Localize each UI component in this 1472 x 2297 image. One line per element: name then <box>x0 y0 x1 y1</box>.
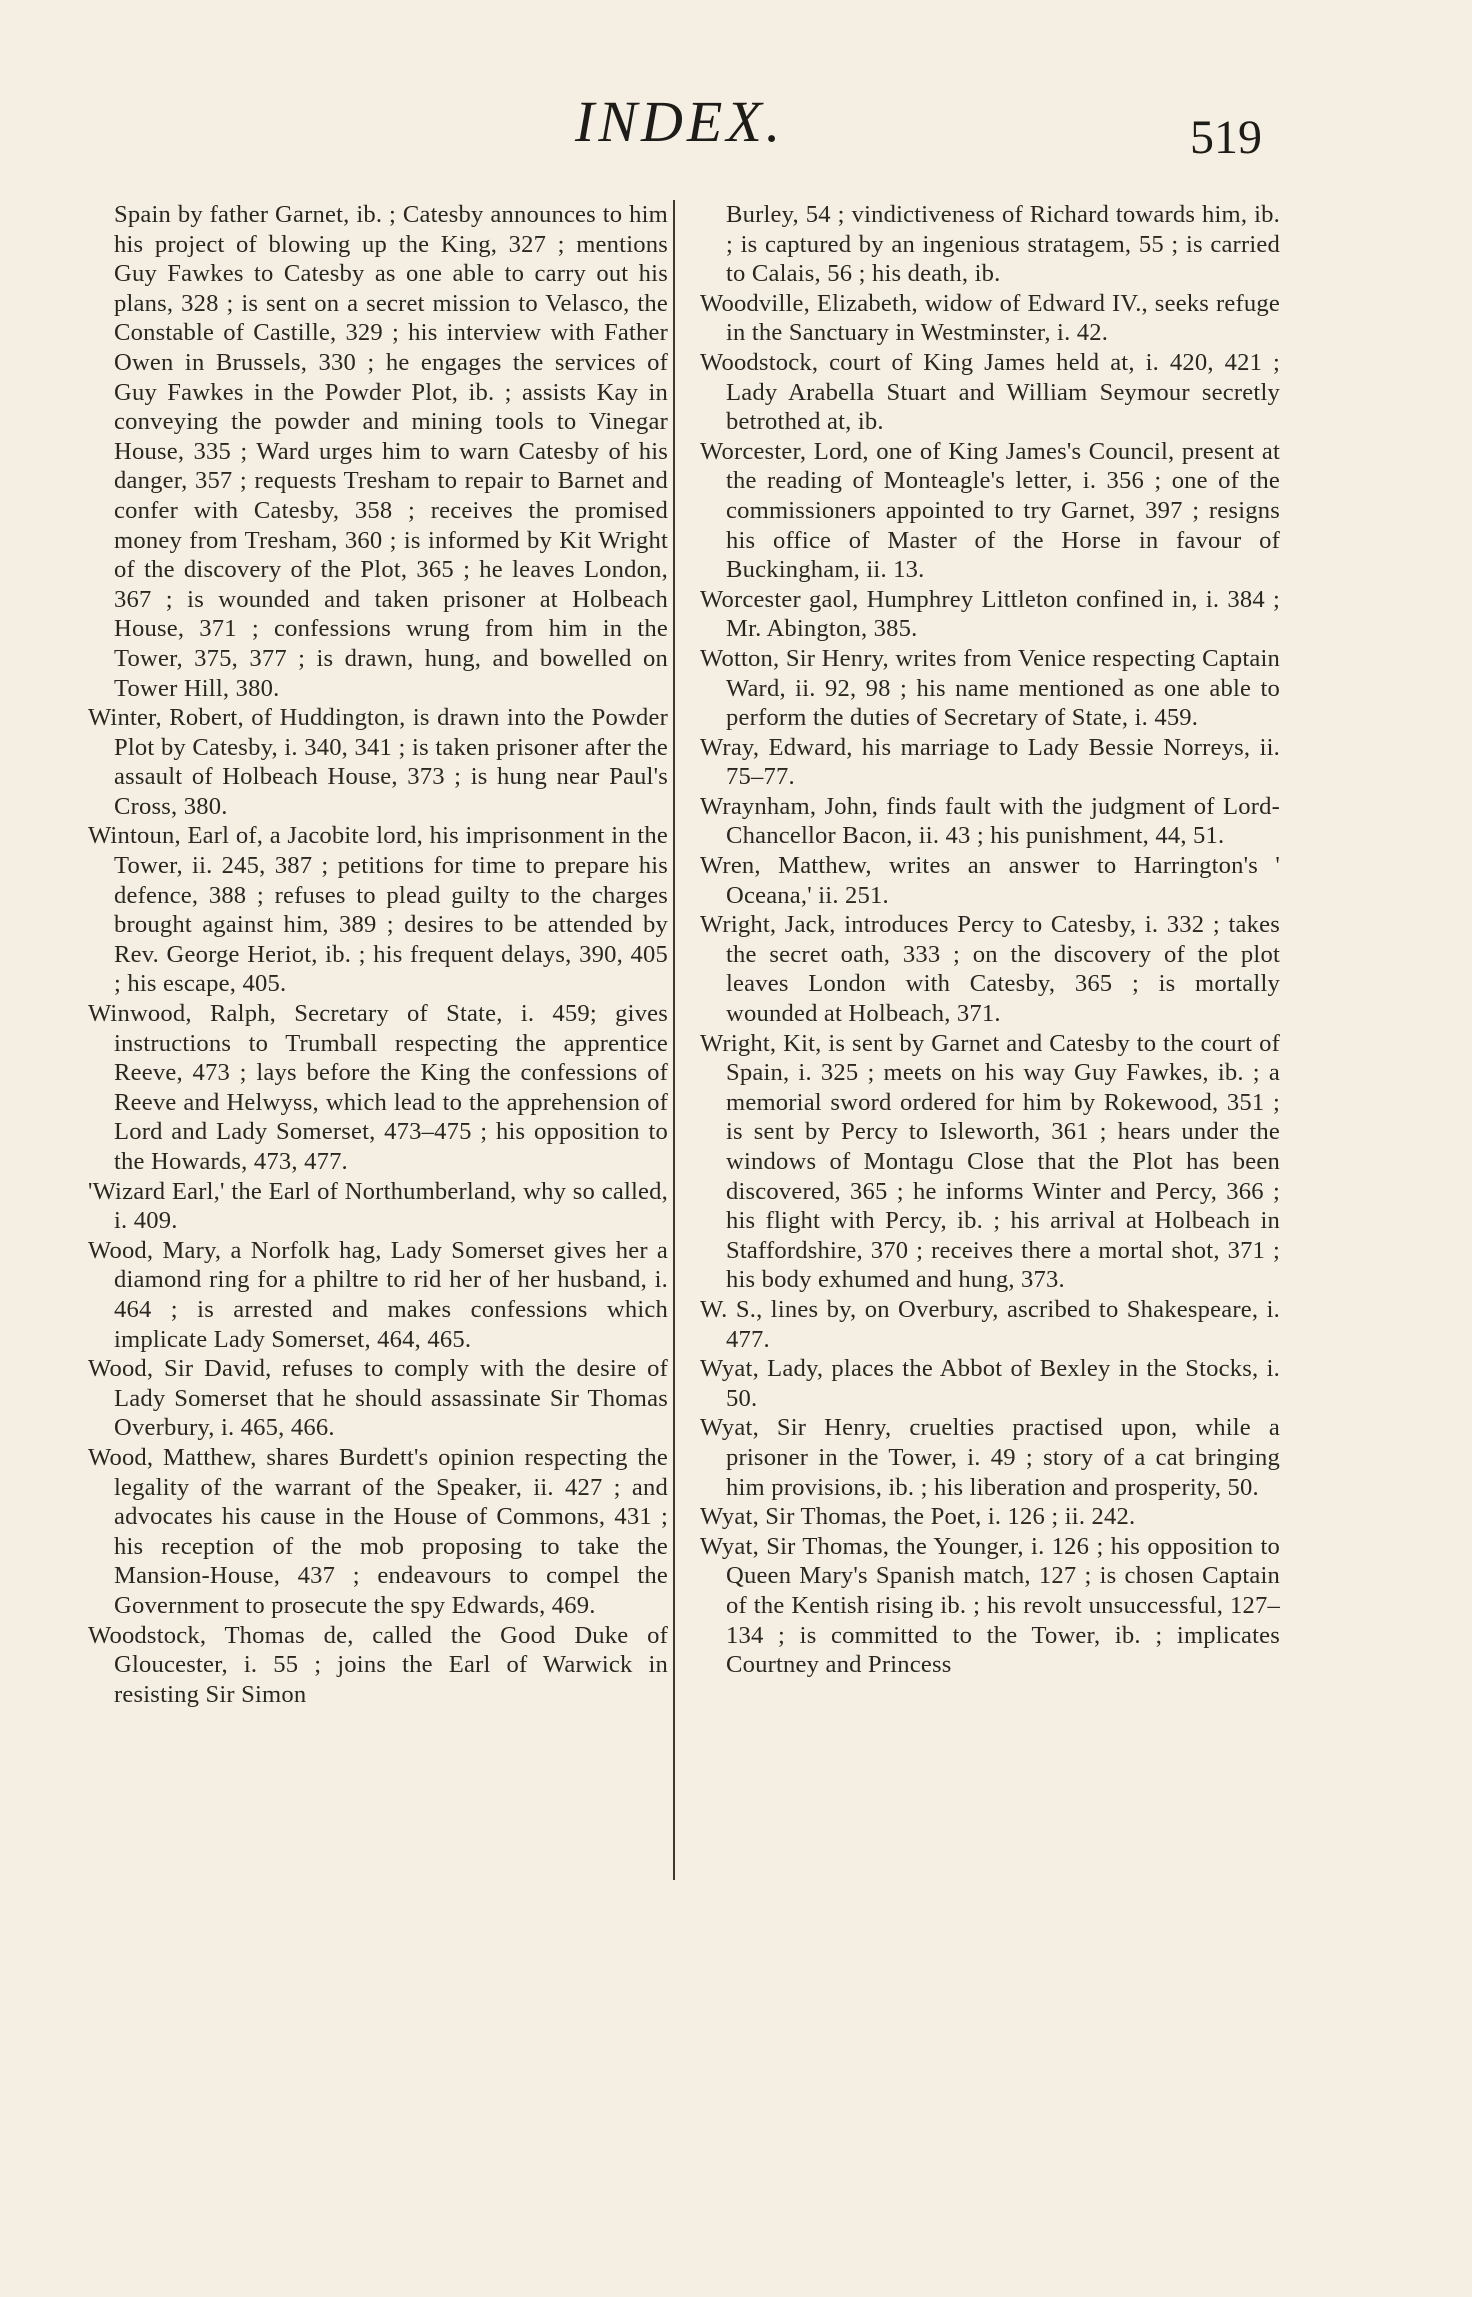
index-entry: Wood, Sir David, refuses to comply with the desire of Lady Somerset that he should assassinate Sir Thomas Overbury, i. 465, 466. <box>88 1355 668 1442</box>
index-entry: Winter, Robert, of Huddington, is drawn into the Powder Plot by Catesby, i. 340, 341 ; is taken prisoner after the assault of Holbeach House, 373 ; is hung near Paul's Cross, 380. <box>88 704 668 820</box>
left-column <box>88 200 668 1709</box>
index-entry: W. S., lines by, on Overbury, ascribed to Shakespeare, i. 477. <box>700 1295 1280 1353</box>
index-entry: Spain by father Garnet, ib. ; Catesby announces to him his project of blowing up the King, 327 ; mentions Guy Fawkes to Catesby as one able to carry out his plans, 328 ; is sent on a secret mission to Velasco, the Constable of Castille, 329 ; his interview with Father Owen in Brussels, 330 ; he engages the services of Guy Fawkes in the Powder Plot, ib. ; assists Kay in conveying the powder and mining tools to Vinegar House, 335 ; Ward urges him to warn Catesby of his danger, 357 ; requests Tresham to repair to Barnet and confer with Catesby, 358 ; receives the promised money from Tresham, 360 ; is informed by Kit Wright of the discovery of the Plot, 365 ; he leaves London, 367 ; is wounded and taken prisoner at Holbeach House, 371 ; confessions wrung from him in the Tower, 375, 377 ; is drawn, hung, and bowelled on Tower Hill, 380. <box>114 201 668 702</box>
index-entry: Wyat, Sir Henry, cruelties practised upon, while a prisoner in the Tower, i. 49 ; story of a cat bringing him provisions, ib. ; his liberation and prosperity, 50. <box>700 1414 1280 1501</box>
column-divider <box>673 200 675 1880</box>
index-entry: Wren, Matthew, writes an answer to Harrington's ' Oceana,' ii. 251. <box>700 852 1280 909</box>
index-entry: Worcester, Lord, one of King James's Council, present at the reading of Monteagle's letter, i. 356 ; one of the commissioners appointed to try Garnet, 397 ; resigns his office of Master of the Horse in favour of Buckingham, ii. 13. <box>700 437 1280 584</box>
index-entry: Wray, Edward, his marriage to Lady Bessie Norreys, ii. 75–77. <box>700 733 1280 791</box>
index-entry: Wintoun, Earl of, a Jacobite lord, his imprisonment in the Tower, ii. 245, 387 ; petitions for time to prepare his defence, 388 ; refuses to plead guilty to the charges brought against him, 389 ; desires to be attended by Rev. George Heriot, ib. ; his frequent delays, 390, 405 ; his escape, 405. <box>88 822 668 998</box>
index-entry: Wood, Mary, a Norfolk hag, Lady Somerset gives her a diamond ring for a philtre to rid her of her husband, i. 464 ; is arrested and makes confessions which implicate Lady Somerset, 464, 465. <box>88 1236 668 1353</box>
page-title: INDEX. <box>575 89 785 154</box>
index-entry: Woodstock, court of King James held at, i. 420, 421 ; Lady Arabella Stuart and William Seymour secretly betrothed at, ib. <box>700 348 1280 436</box>
index-entry: Wyat, Sir Thomas, the Poet, i. 126 ; ii. 242. <box>700 1503 1136 1531</box>
index-entry: Wood, Matthew, shares Burdett's opinion respecting the legality of the warrant of the Speaker, ii. 427 ; and advocates his cause in the House of Commons, 431 ; his reception of the mob proposing to take the Mansion-House, 437 ; endeavours to compel the Government to prosecute the spy Edwards, 469. <box>88 1443 668 1619</box>
index-entry: Worcester gaol, Humphrey Littleton confined in, i. 384 ; Mr. Abington, 385. <box>700 585 1280 643</box>
index-entry: Wright, Kit, is sent by Garnet and Catesby to the court of Spain, i. 325 ; meets on his way Guy Fawkes, ib. ; a memorial sword ordered for him by Rokewood, 351 ; is sent by Percy to Isleworth, 361 ; hears under the windows of Montagu Close that the Plot has been discovered, 365 ; he informs Winter and Percy, 366 ; his flight with Percy, ib. ; his arrival at Holbeach in Staffordshire, 370 ; receives there a mortal shot, 371 ; his body exhumed and hung, 373. <box>700 1029 1280 1294</box>
index-entry: 'Wizard Earl,' the Earl of Northumberland, why so called, i. 409. <box>88 1177 668 1235</box>
page-number: 519 <box>1190 111 1262 164</box>
index-entry: Wyat, Lady, places the Abbot of Bexley in the Stocks, i. 50. <box>700 1355 1280 1412</box>
index-entry: Wright, Jack, introduces Percy to Catesby, i. 332 ; takes the secret oath, 333 ; on the discovery of the plot leaves London with Catesby, 365 ; is mortally wounded at Holbeach, 371. <box>700 911 1280 1028</box>
index-entry: Winwood, Ralph, Secretary of State, i. 459; gives instructions to Trumball respecting the apprentice Reeve, 473 ; lays before the King the confessions of Reeve and Helwyss, which lead to the apprehension of Lord and Lady Somerset, 473–475 ; his opposition to the Howards, 473, 477. <box>88 1000 668 1175</box>
index-entry: Woodstock, Thomas de, called the Good Duke of Gloucester, i. 55 ; joins the Earl of Warwick in resisting Sir Simon <box>88 1621 668 1708</box>
index-entry: Wyat, Sir Thomas, the Younger, i. 126 ; his opposition to Queen Mary's Spanish match, 127 ; is chosen Captain of the Kentish rising ib. ; his revolt unsuccessful, 127–134 ; is committed to the Tower, ib. ; implicates Courtney and Princess <box>700 1532 1280 1679</box>
index-entry: Woodville, Elizabeth, widow of Edward IV., seeks refuge in the Sanctuary in Westminster, i. 42. <box>700 289 1280 347</box>
right-column <box>700 200 1280 1680</box>
index-entry: Wotton, Sir Henry, writes from Venice respecting Captain Ward, ii. 92, 98 ; his name mentioned as one able to perform the duties of Secretary of State, i. 459. <box>700 644 1280 732</box>
index-entry: Burley, 54 ; vindictiveness of Richard towards him, ib. ; is captured by an ingenious stratagem, 55 ; is carried to Calais, 56 ; his death, ib. <box>726 201 1280 288</box>
index-entry: Wraynham, John, finds fault with the judgment of Lord-Chancellor Bacon, ii. 43 ; his punishment, 44, 51. <box>700 792 1280 850</box>
